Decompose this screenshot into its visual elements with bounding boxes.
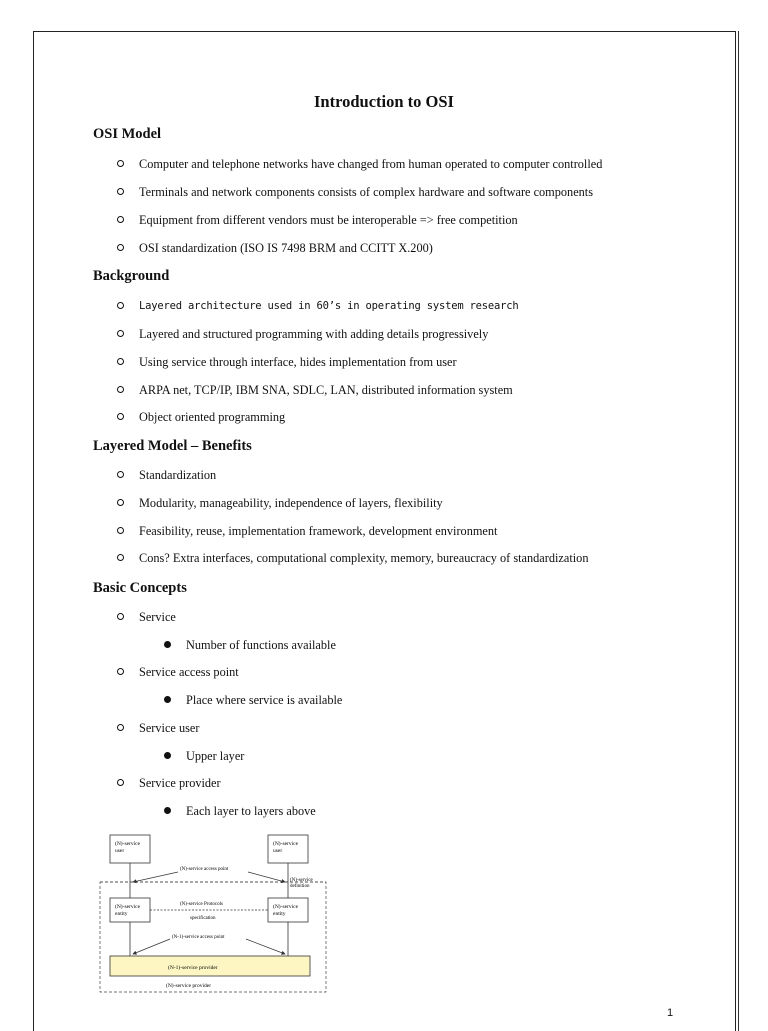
service-user-left-label-2: user bbox=[115, 848, 125, 854]
hollow-bullet-icon bbox=[117, 302, 124, 309]
section-heading-basic-concepts: Basic Concepts bbox=[93, 580, 187, 596]
service-definition-label-1: (N)-service bbox=[290, 878, 313, 883]
service-entity-right-label-2: entity bbox=[273, 911, 286, 917]
protocol-spec-label-2: specification bbox=[190, 916, 216, 921]
hollow-bullet-icon bbox=[117, 668, 124, 675]
filled-bullet-icon bbox=[164, 752, 171, 759]
hollow-bullet-icon bbox=[117, 499, 124, 506]
hollow-bullet-icon bbox=[117, 779, 124, 786]
service-user-right-label-1: (N)-service bbox=[273, 841, 299, 847]
hollow-bullet-icon bbox=[117, 554, 124, 561]
filled-bullet-icon bbox=[164, 807, 171, 814]
hollow-bullet-icon bbox=[117, 358, 124, 365]
page-edge-rule bbox=[738, 31, 739, 1031]
service-entity-box-left bbox=[110, 898, 150, 922]
hollow-bullet-icon bbox=[117, 386, 124, 393]
service-user-right-label-2: user bbox=[273, 848, 283, 854]
hollow-bullet-icon bbox=[117, 216, 124, 223]
service-definition-label-2: definition bbox=[290, 884, 310, 889]
service-entity-left-label-1: (N)-service bbox=[115, 904, 141, 910]
lower-access-arrow-right bbox=[246, 939, 285, 954]
protocol-spec-label-1: (N)-service Protocols bbox=[180, 902, 223, 907]
hollow-bullet-icon bbox=[117, 724, 124, 731]
section-heading-background: Background bbox=[93, 268, 170, 284]
service-entity-box-right bbox=[268, 898, 308, 922]
lower-access-arrow-left bbox=[133, 939, 170, 954]
hollow-bullet-icon bbox=[117, 413, 124, 420]
access-point-top-label: (N)-service access point bbox=[180, 867, 229, 872]
hollow-bullet-icon bbox=[117, 471, 124, 478]
hollow-bullet-icon bbox=[117, 244, 124, 251]
access-point-arrow-right bbox=[248, 872, 285, 882]
filled-bullet-icon bbox=[164, 696, 171, 703]
hollow-bullet-icon bbox=[117, 613, 124, 620]
osi-service-diagram bbox=[98, 830, 330, 995]
section-heading-osi-model: OSI Model bbox=[93, 126, 162, 142]
lower-service-provider-label: (N-1)-service provider bbox=[168, 965, 218, 971]
lower-access-point-label: (N-1)-service access point bbox=[172, 935, 225, 940]
service-provider-label: (N)-service provider bbox=[166, 983, 212, 989]
hollow-bullet-icon bbox=[117, 527, 124, 534]
access-point-arrow-left bbox=[133, 872, 178, 882]
section-heading-layered-model-benefits: Layered Model – Benefits bbox=[93, 438, 252, 454]
hollow-bullet-icon bbox=[117, 330, 124, 337]
filled-bullet-icon bbox=[164, 641, 171, 648]
page-number: 1 bbox=[667, 1007, 674, 1019]
document-title: Introduction to OSI bbox=[314, 92, 454, 111]
service-entity-right-label-1: (N)-service bbox=[273, 904, 299, 910]
service-user-left-label-1: (N)-service bbox=[115, 841, 141, 847]
hollow-bullet-icon bbox=[117, 160, 124, 167]
hollow-bullet-icon bbox=[117, 188, 124, 195]
service-entity-left-label-2: entity bbox=[115, 911, 128, 917]
